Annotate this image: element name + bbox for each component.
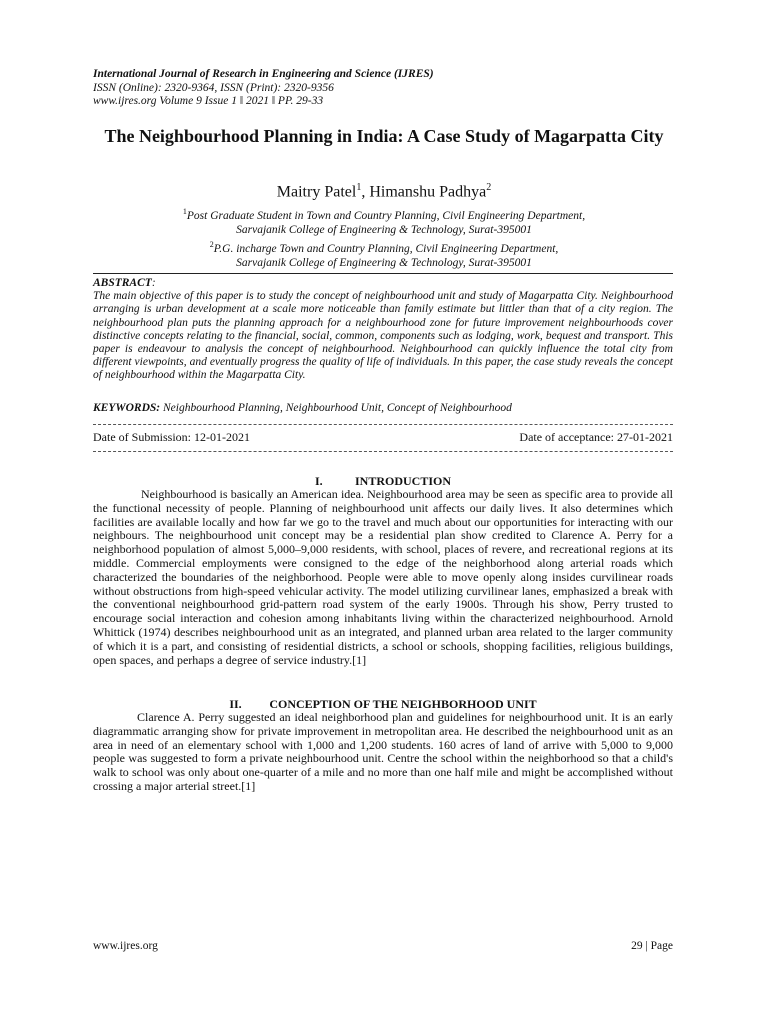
affiliations: [60, 205, 708, 271]
section-paragraph: [93, 711, 673, 794]
keywords-text: Neighbourhood Planning, Neighbourhood Unit, Concept of Neighbourhood: [160, 402, 512, 414]
affiliation-text: P.G. incharge Town and Country Planning, Civil Engineering Department,: [213, 242, 559, 255]
journal-title: International Journal of Research in Engineering and Science (IJRES): [93, 68, 434, 80]
dates-row: [93, 430, 673, 445]
author-separator: ,: [361, 183, 370, 201]
page-number: 29 | Page: [631, 940, 673, 952]
abstract-top-rule: [93, 273, 673, 274]
section-title: INTRODUCTION: [354, 474, 451, 488]
abstract-label: ABSTRACT: [93, 277, 152, 289]
affiliation-mark: 2: [209, 239, 214, 249]
abstract-heading: [93, 277, 673, 290]
paragraph-text: Clarence A. Perry suggested an ideal neighborhood plan and guidelines for neighbourhood unit. It is an early diagrammatic arranging show for private improvement in metropolitan area. He described the neighbourhood unit as an area in need of an elementary school with 1,000 and 1,200 students. 160 acres of land of arrive with 5,000 to 9,000 people was suggested to form a private neighbourhood unit. Centre the school within the neighborhood so that a child's walk to school was only about one-quarter of a mile and no more than one half mile and might be accomplished without crossing a major arterial street.[1]: [93, 710, 673, 793]
acceptance-date: Date of acceptance: 27-01-2021: [519, 430, 673, 444]
section-number: I.: [314, 474, 323, 488]
affiliation-line: Sarvajanik College of Engineering & Technology, Surat-395001: [236, 224, 532, 237]
affiliation-line: [60, 205, 708, 223]
footer-website: www.ijres.org: [93, 940, 158, 952]
affiliation-line: [60, 238, 708, 256]
journal-issn: ISSN (Online): 2320-9364, ISSN (Print): 2320-9356: [93, 81, 334, 94]
author-name: Himanshu Padhya: [369, 183, 487, 201]
journal-header: [93, 68, 434, 109]
page-footer: [93, 940, 673, 952]
author-affiliation-mark: 1: [356, 182, 362, 193]
journal-issue: www.ijres.org Volume 9 Issue 1 ǁ 2021 ǁ PP. 29-33: [93, 95, 324, 107]
affiliation-text: Post Graduate Student in Town and Country Planning, Civil Engineering Department,: [186, 209, 586, 222]
abstract: [93, 277, 673, 383]
affiliation-mark: 1: [182, 207, 187, 216]
author-affiliation-mark: 2: [486, 182, 492, 193]
section-number: II.: [229, 697, 242, 711]
paper-title: The Neighbourhood Planning in India: A Case Study of Magarpatta City: [104, 126, 664, 146]
abstract-text: The main objective of this paper is to study the concept of neighbourhood unit and study of Magarpatta City. Neighbourhood arranging is urban development at a scale more noticeable than family estimate but littler than that of a city region. The neighbourhood plan puts the planning approach for a neighbourhood zone for future improvement neighbourhoods cover distinctive concepts relating to the financial, social, common, components such as lodging, work, bequest and transport. This paper is endeavour to analysis the concept of neighbourhood. Neighbourhood can quickly influence the total city from different viewpoints, and eventually progress the quality of life of individuals. In this paper, the case study reveals the concept of neighbourhood within the Magarpatta City.: [93, 290, 673, 382]
dashed-rule-bottom: [93, 451, 673, 452]
paragraph-text: Neighbourhood is basically an American idea. Neighbourhood area may be seen as specific area to provide all the functional necessity of people. Planning of neighbourhood unit affects our daily lives. It also determines which facilities are available locally and how far we go to the travel and much about our opportunities for interacting with our neighbours. The neighbourhood unit concept may be a residential plan show credited to Clarence A. Perry for a neighborhood population of almost 5,000–9,000 residents, with school, places of revere, and recreational regions at its middle. Commercial employments were consigned to the edge of the neighborhood along arterial roads which characterized the boundaries of the neighborhood. People were able to move openly along insides curvilinear roads without obstructions from high-speed vehicular activity. The model utilizing curvilinear lanes, emphasized a break with the conventional neighbourhood grid-pattern road system of the early 1900s. Through his show, Perry trusted to encourage social interaction and cohesion among inhabitants living within the characterized neighbourhood. Arnold Whittick (1974) describes neighbourhood unit as an integrated, and planned urban area related to the larger community of which it is a part, and consisting of residential districts, a school or schools, shopping facilities, religious buildings, open spaces, and perhaps a degree of service industry.[1]: [93, 487, 673, 667]
submission-date: Date of Submission: 12-01-2021: [93, 430, 250, 444]
section-paragraph: [93, 488, 673, 667]
keywords: [93, 402, 673, 414]
dashed-rule-top: [93, 424, 673, 425]
author-name: Maitry Patel: [276, 183, 357, 201]
authors: [60, 182, 708, 201]
abstract-colon: :: [151, 277, 156, 289]
section-title: CONCEPTION OF THE NEIGHBORHOOD UNIT: [269, 697, 537, 711]
keywords-label: KEYWORDS:: [93, 402, 161, 414]
affiliation-line: Sarvajanik College of Engineering & Technology, Surat-395001: [236, 257, 532, 270]
